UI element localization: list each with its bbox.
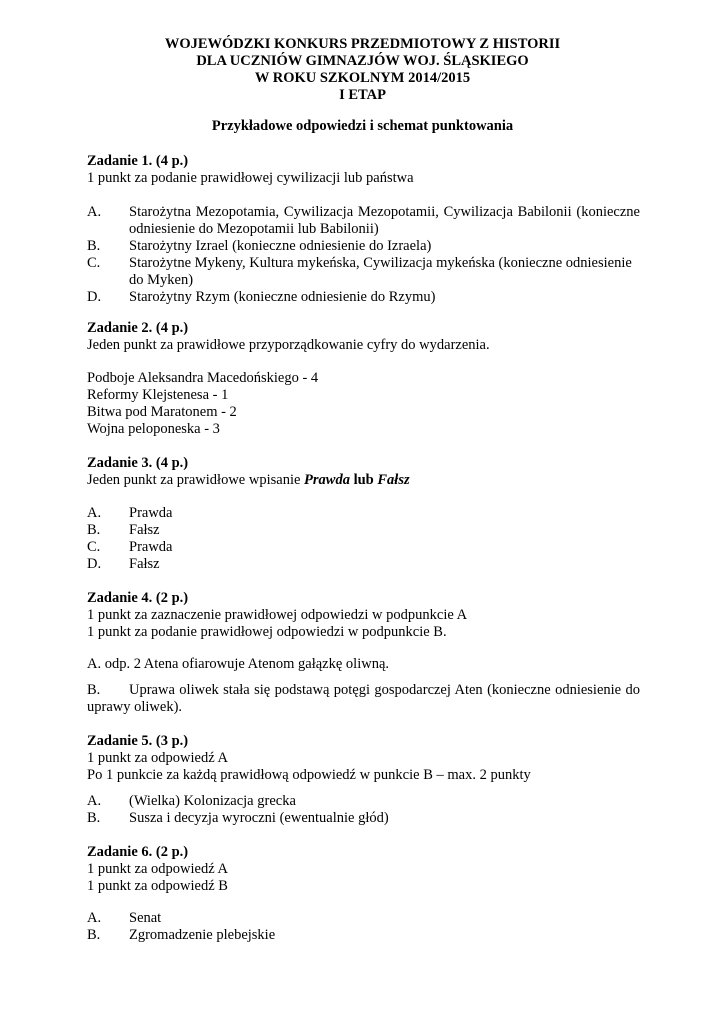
task-3-answers <box>87 505 640 573</box>
answer-item <box>87 255 640 289</box>
document-header <box>0 36 725 104</box>
task-3 <box>87 455 640 489</box>
answer-item <box>87 522 640 539</box>
task-2 <box>87 320 640 354</box>
answer-item <box>87 793 640 810</box>
task-4-answer-b <box>87 682 640 716</box>
answer-label: B. <box>87 522 101 538</box>
task-4-description-1: 1 punkt za zaznaczenie prawidłowej odpowiedzi w podpunkcie A <box>87 607 468 623</box>
answer-label: C. <box>87 255 101 271</box>
answer-text: Prawda <box>129 539 173 555</box>
header-line-1: WOJEWÓDZKI KONKURS PRZEDMIOTOWY Z HISTORII <box>164 36 561 52</box>
answer-text: Starożytny Izrael (konieczne odniesienie do Izraela) <box>129 238 432 254</box>
answer-item <box>87 927 640 944</box>
answer-label: D. <box>87 556 102 572</box>
answer-label: B. <box>87 238 101 254</box>
answer-item: Reformy Klejstenesa - 1 <box>87 387 229 403</box>
answer-text: Starożytna Mezopotamia, Cywilizacja Mezopotamii, Cywilizacja Babilonii (konieczne odniesienie do Mezopotamii lub Babilonii) <box>129 204 640 237</box>
answer-label: C. <box>87 539 101 555</box>
answer-item <box>87 556 640 573</box>
task-6 <box>87 844 640 895</box>
answer-item <box>87 539 640 556</box>
task-3-title: Zadanie 3. (4 p.) <box>87 455 189 471</box>
answer-item <box>87 204 640 238</box>
task-2-description: Jeden punkt za prawidłowe przyporządkowanie cyfry do wydarzenia. <box>87 337 490 353</box>
task-4-title: Zadanie 4. (2 p.) <box>87 590 189 606</box>
answer-label: A. <box>87 910 102 926</box>
task-4-description-2: 1 punkt za podanie prawidłowej odpowiedzi w podpunkcie B. <box>87 624 447 640</box>
description-text: Jeden punkt za prawidłowe wpisanie <box>87 472 305 488</box>
answer-item <box>87 810 640 827</box>
answer-item: Bitwa pod Maratonem - 2 <box>87 404 237 420</box>
task-1-description: 1 punkt za podanie prawidłowej cywilizacji lub państwa <box>87 170 414 186</box>
keyword-false: Fałsz <box>377 472 410 488</box>
answer-label: A. <box>87 793 102 809</box>
answer-text: Susza i decyzja wyroczni (ewentualnie głód) <box>129 810 389 826</box>
task-5-answers <box>87 793 640 827</box>
answer-item <box>87 238 640 255</box>
document-subtitle: Przykładowe odpowiedzi i schemat punktowania <box>211 118 514 134</box>
answer-text: Starożytne Mykeny, Kultura mykeńska, Cywilizacja mykeńska (konieczne odniesienie do Myken) <box>129 255 632 288</box>
task-1-answers <box>87 204 640 306</box>
task-6-answers <box>87 910 640 944</box>
answer-item: Podboje Aleksandra Macedońskiego - 4 <box>87 370 319 386</box>
task-4-answer-a: A. odp. 2 Atena ofiarowuje Atenom gałązkę oliwną. <box>87 656 390 672</box>
task-6-description-1: 1 punkt za odpowiedź A <box>87 861 228 877</box>
task-5-description-1: 1 punkt za odpowiedź A <box>87 750 228 766</box>
answer-text: Fałsz <box>129 522 160 538</box>
answer-label: A. <box>87 204 102 220</box>
answer-item <box>87 910 640 927</box>
task-6-title: Zadanie 6. (2 p.) <box>87 844 189 860</box>
answer-text: Fałsz <box>129 556 160 572</box>
answer-text: (Wielka) Kolonizacja grecka <box>129 793 296 809</box>
answer-label: B. <box>87 810 101 826</box>
task-6-description-2: 1 punkt za odpowiedź B <box>87 878 228 894</box>
task-5-description-2: Po 1 punkcie za każdą prawidłową odpowiedź w punkcie B – max. 2 punkty <box>87 767 531 783</box>
header-line-3: W ROKU SZKOLNYM 2014/2015 <box>254 70 471 86</box>
answer-text: Senat <box>129 910 162 926</box>
answer-text: Uprawa oliwek stała się podstawą potęgi gospodarczej Aten (konieczne odniesienie do uprawy oliwek). <box>87 682 640 715</box>
task-5-title: Zadanie 5. (3 p.) <box>87 733 189 749</box>
task-1-title: Zadanie 1. (4 p.) <box>87 153 189 169</box>
task-2-title: Zadanie 2. (4 p.) <box>87 320 189 336</box>
answer-label: D. <box>87 289 102 305</box>
answer-item <box>87 505 640 522</box>
answer-text: Starożytny Rzym (konieczne odniesienie do Rzymu) <box>129 289 436 305</box>
answer-text: Prawda <box>129 505 173 521</box>
answer-item <box>87 289 640 306</box>
task-2-answers <box>87 370 640 438</box>
task-1 <box>87 153 640 187</box>
answer-item: Wojna peloponeska - 3 <box>87 421 220 437</box>
answer-label: A. <box>87 505 102 521</box>
task-5 <box>87 733 640 784</box>
answer-label: B. <box>87 927 101 943</box>
keyword-connector: lub <box>349 472 378 488</box>
answer-label: B. <box>87 682 101 698</box>
keyword-true: Prawda <box>304 472 350 488</box>
header-line-4: I ETAP <box>339 87 386 103</box>
task-4 <box>87 590 640 641</box>
answer-text: Zgromadzenie plebejskie <box>129 927 276 943</box>
task-3-description <box>87 472 640 489</box>
header-line-2: DLA UCZNIÓW GIMNAZJÓW WOJ. ŚLĄSKIEGO <box>196 53 529 69</box>
